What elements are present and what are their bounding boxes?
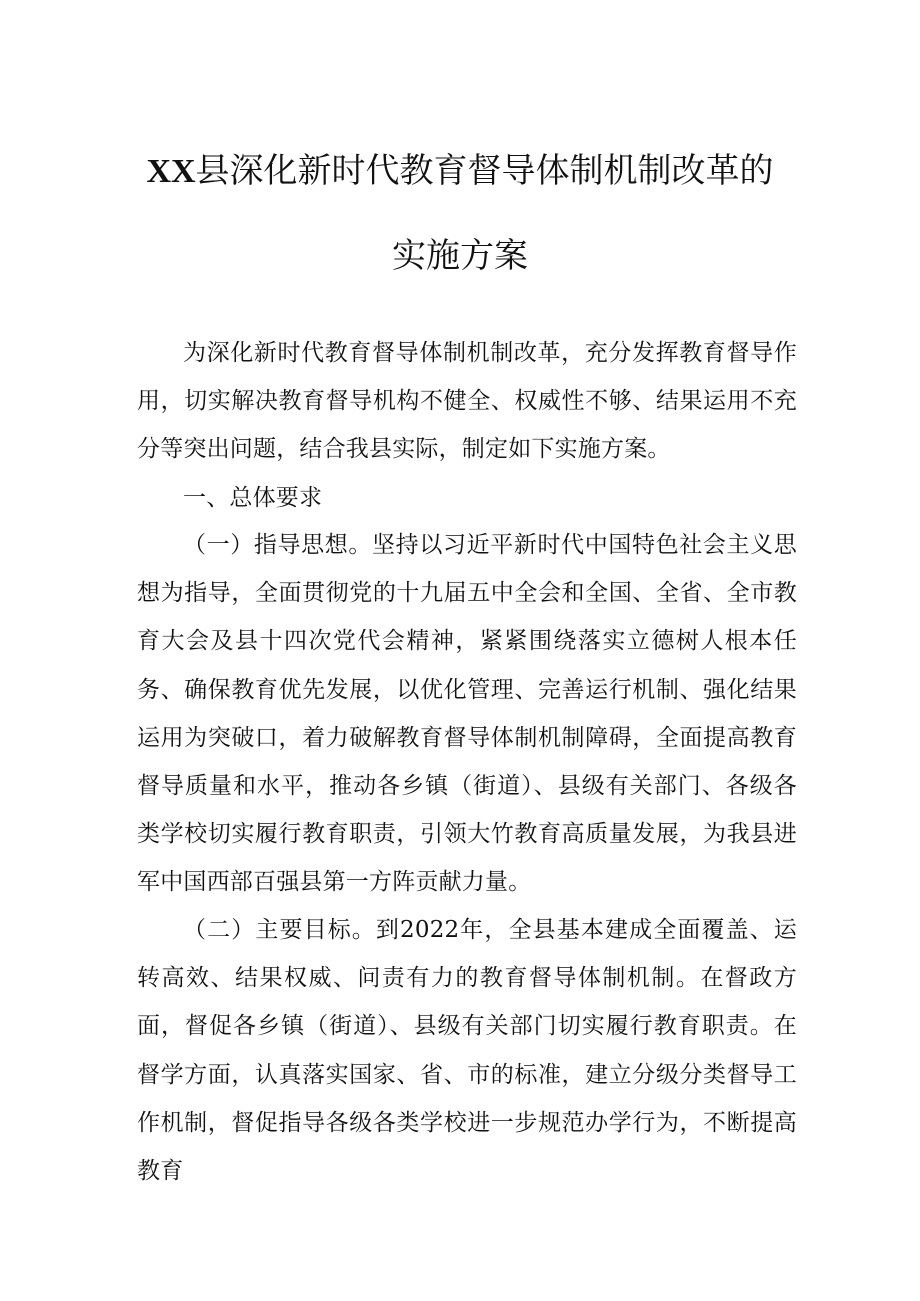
document-title-line-1 <box>0 143 920 192</box>
section-heading-general-requirements: 一、总体要求 <box>183 485 323 511</box>
title-prefix: XX <box>146 153 196 190</box>
document-title-line-2: 实施方案 <box>392 236 528 276</box>
paragraph-main-goals: （二）主要目标。到2022年，全县基本建成全面覆盖、运转高效、结果权威、问责有力的教育督导体制机制。在督政方面，督促各乡镇（街道）、县级有关部门切实履行教育职责。在督学方面，认真落实国家、省、市的标准，建立分级分类督导工作机制，督促指导各级各类学校进一步规范办学行为，不断提高教育 <box>137 917 797 1185</box>
intro-paragraph: 为深化新时代教育督导体制机制改革，充分发挥教育督导作用，切实解决教育督导机构不健全、权威性不够、结果运用不充分等突出问题，结合我县实际，制定如下实施方案。 <box>137 340 797 463</box>
paragraph-guiding-thought: （一）指导思想。坚持以习近平新时代中国特色社会主义思想为指导，全面贯彻党的十九届五中全会和全国、全省、全市教育大会及县十四次党代会精神，紧紧围绕落实立德树人根本任务、确保教育优先发展，以优化管理、完善运行机制、强化结果运用为突破口，着力破解教育督导体制机制障碍，全面提高教育督导质量和水平，推动各乡镇（街道）、县级有关部门、各级各类学校切实履行教育职责，引领大竹教育高质量发展，为我县进军中国西部百强县第一方阵贡献力量。 <box>137 532 797 896</box>
title-rest: 县深化新时代教育督导体制机制改革的 <box>195 151 774 191</box>
